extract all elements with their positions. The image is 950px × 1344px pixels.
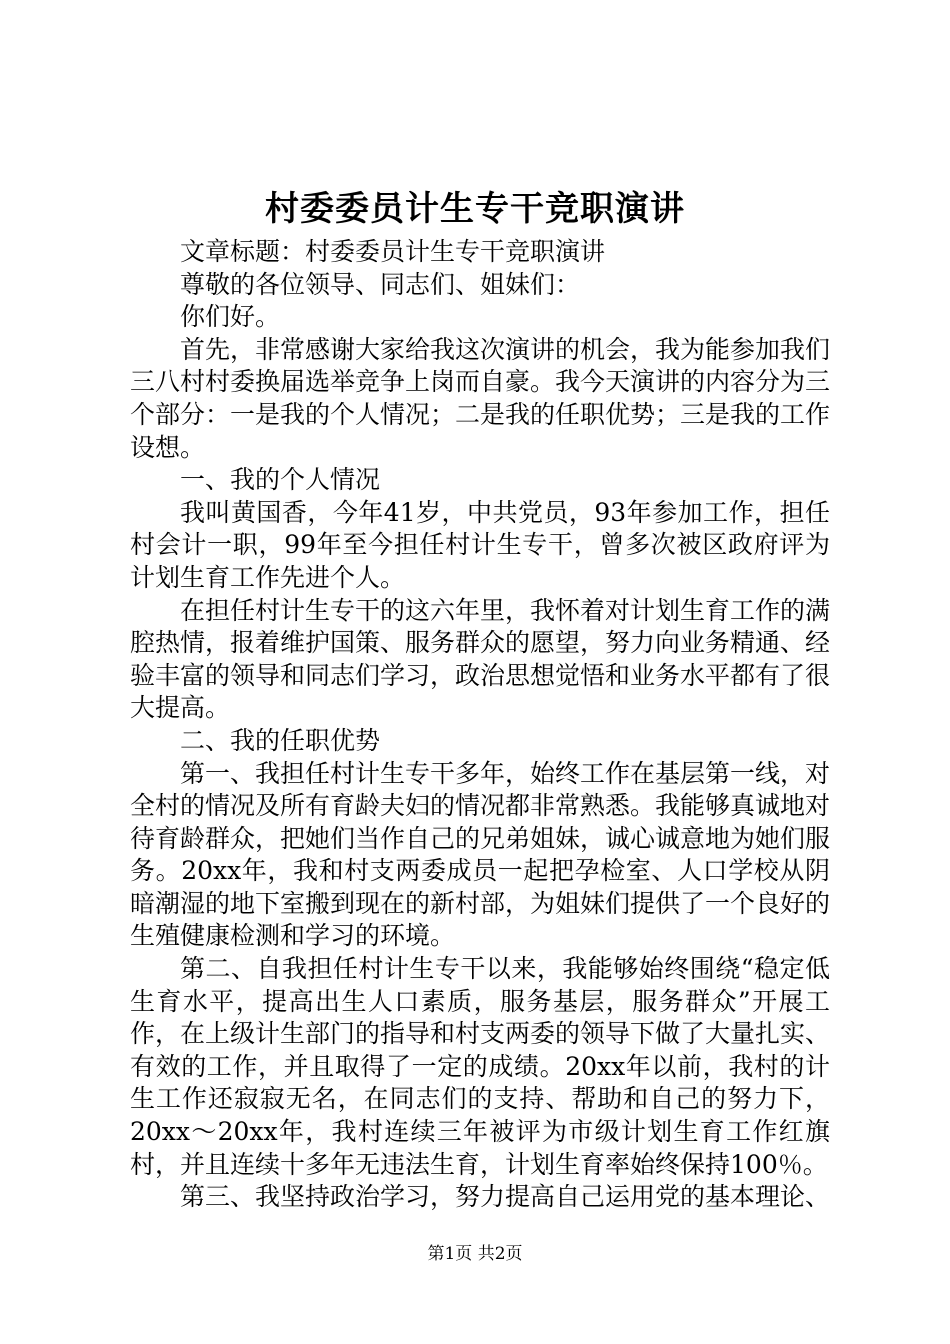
paragraph-advantage-three: 第三、我坚持政治学习，努力提高自己运用党的基本理论、: [180, 1182, 831, 1212]
paragraph-article-title: 文章标题：村委委员计生专干竞职演讲: [180, 237, 606, 266]
paragraph-advantage-two: 第二、自我担任村计生专干以来，我能够始终围绕“稳定低生育水平，提高出生人口素质，服务基层，服务群众”开展工作，在上级计生部门的指导和村支两委的领导下做了大量扎实、有效的工作，并且取得了一定的成绩。20xx年以前，我村的计生工作还寂寂无名，在同志们的支持、帮助和自己的努力下，20xx～20xx年，我村连续三年被评为市级计划生育工作红旗村，并且连续十多年无违法生育，计划生育率始终保持100％。: [130, 954, 831, 1179]
page-footer: 第1页 共2页: [427, 1244, 523, 1264]
document-title: 村委委员计生专干竞职演讲: [265, 189, 685, 229]
paragraph-salutation: 尊敬的各位领导、同志们、姐妹们：: [180, 269, 581, 299]
paragraph-personal-info: 我叫黄国香，今年41岁，中共党员，93年参加工作，担任村会计一职，99年至今担任村计生专干，曾多次被区政府评为计划生育工作先进个人。: [130, 497, 830, 592]
section-heading-personal: 一、我的个人情况: [180, 465, 381, 495]
document-body: [130, 236, 830, 1214]
paragraph-advantage-one: 第一、我担任村计生专干多年，始终工作在基层第一线，对全村的情况及所有育龄夫妇的情况都非常熟悉。我能够真诚地对待育龄群众，把她们当作自己的兄弟姐妹，诚心诚意地为她们服务。20xx年，我和村支两委成员一起把孕检室、人口学校从阴暗潮湿的地下室搬到现在的新村部，为姐妹们提供了一个良好的生殖健康检测和学习的环境。: [130, 758, 831, 951]
paragraph-greeting: 你们好。: [180, 302, 281, 332]
section-heading-advantages: 二、我的任职优势: [180, 725, 381, 755]
paragraph-introduction: 首先，非常感谢大家给我这次演讲的机会，我为能参加我们三八村村委换届选举竞争上岗而自豪。我今天演讲的内容分为三个部分：一是我的个人情况；二是我的任职优势；三是我的工作设想。: [130, 334, 831, 462]
paragraph-experience: 在担任村计生专干的这六年里，我怀着对计划生育工作的满腔热情，报着维护国策、服务群众的愿望，努力向业务精通、经验丰富的领导和同志们学习，政治思想觉悟和业务水平都有了很大提高。: [130, 595, 831, 723]
